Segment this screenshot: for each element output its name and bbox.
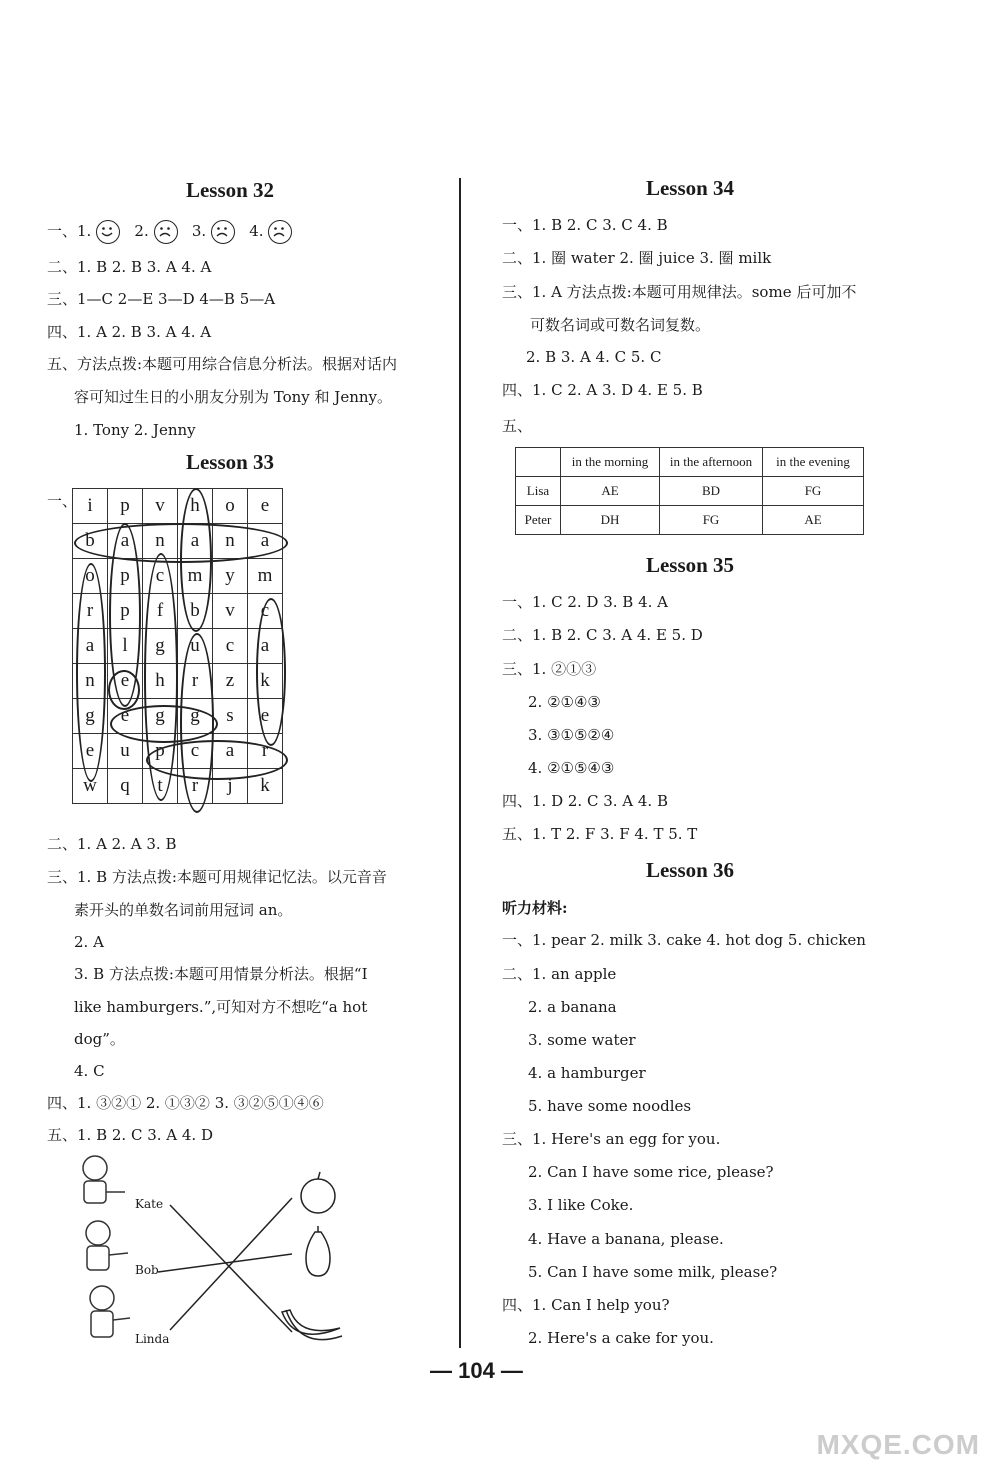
l36-q3: 三、1. Here's an egg for you. — [502, 1130, 721, 1148]
l35-q3b: 2. ②①④③ — [528, 693, 601, 711]
oval-small — [108, 670, 140, 710]
grid-cell: c — [143, 559, 178, 594]
l35-q3c: 3. ③①⑤②④ — [528, 726, 615, 744]
grid-cell: l — [108, 629, 143, 664]
grid-cell: j — [213, 769, 248, 804]
grid-cell: q — [108, 769, 143, 804]
grid-row — [73, 489, 283, 524]
grid-cell: g — [73, 699, 108, 734]
l35-q4: 四、1. D 2. C 3. A 4. B — [502, 792, 668, 810]
oval-orange-egg — [76, 563, 106, 782]
oval-egg — [110, 705, 218, 743]
l33-q3d: 3. B 方法点拨:本题可用情景分析法。根据“I — [74, 965, 368, 983]
pear-icon — [306, 1226, 330, 1276]
lesson-35-title: Lesson 35 — [645, 553, 735, 577]
table-header-cell: in the afternoon — [660, 448, 763, 477]
l34-q4: 四、1. C 2. A 3. D 4. E 5. B — [502, 381, 703, 399]
l32-q1-prefix: 一、1. — [47, 222, 92, 240]
l34-q1: 一、1. B 2. C 3. C 4. B — [502, 216, 668, 234]
lesson-32-title: Lesson 32 — [185, 178, 275, 202]
grid-cell: e — [108, 664, 143, 699]
grid-cell: u — [108, 734, 143, 769]
grid-cell: r — [248, 734, 283, 769]
grid-cell: e — [248, 699, 283, 734]
happy-face-icon — [96, 220, 120, 244]
watermark: MXQE.COM — [816, 1429, 980, 1460]
kate-figure — [83, 1156, 125, 1203]
grid-cell: m — [248, 559, 283, 594]
grid-cell: a — [178, 524, 213, 559]
grid-cell: a — [248, 629, 283, 664]
grid-cell: i — [73, 489, 108, 524]
l33-q3e: like hamburgers.”,可知对方不想吃“a hot — [74, 998, 368, 1016]
grid-cell: c — [248, 594, 283, 629]
l32-q3: 三、1—C 2—E 3—D 4—B 5—A — [47, 290, 276, 308]
grid-cell: g — [178, 699, 213, 734]
table-header-cell: in the morning — [561, 448, 660, 477]
grid-cell: a — [73, 629, 108, 664]
l36-q3d: 4. Have a banana, please. — [528, 1230, 724, 1248]
grid-cell: p — [108, 559, 143, 594]
table-header-row — [516, 448, 864, 477]
table-cell: Peter — [516, 506, 561, 535]
table-cell: BD — [660, 477, 763, 506]
table-cell: FG — [660, 506, 763, 535]
l32-q1-item2: 2. — [134, 222, 149, 240]
linda-figure — [90, 1286, 130, 1337]
l35-q5: 五、1. T 2. F 3. F 4. T 5. T — [502, 825, 698, 843]
grid-cell: b — [178, 594, 213, 629]
table-header-cell: in the evening — [763, 448, 864, 477]
grid-cell: g — [143, 699, 178, 734]
schedule-table — [515, 447, 864, 535]
oval-cake — [256, 598, 286, 746]
sad-face-icon — [154, 220, 178, 244]
l32-q4: 四、1. A 2. B 3. A 4. A — [47, 323, 212, 341]
l34-q3a: 三、1. A 方法点拨:本题可用规律法。some 后可加不 — [502, 283, 857, 301]
grid-cell: n — [73, 664, 108, 699]
table-row — [516, 506, 864, 535]
l35-q3d: 4. ②①⑤④③ — [528, 759, 615, 777]
l36-q2b: 2. a banana — [528, 998, 617, 1016]
column-divider — [459, 178, 461, 1348]
sad-face-icon — [211, 220, 235, 244]
apple-icon — [301, 1172, 335, 1213]
l34-q3b: 可数名词或可数名词复数。 — [530, 316, 711, 334]
sad-face-icon — [268, 220, 292, 244]
l32-q2: 二、1. B 2. B 3. A 4. A — [47, 258, 212, 276]
grid-cell: n — [213, 524, 248, 559]
l36-q3e: 5. Can I have some milk, please? — [528, 1263, 778, 1281]
grid-cell: b — [73, 524, 108, 559]
grid-row — [73, 559, 283, 594]
l34-q2: 二、1. 圈 water 2. 圈 juice 3. 圈 milk — [502, 249, 772, 267]
grid-cell: y — [213, 559, 248, 594]
bob-figure — [86, 1221, 128, 1270]
name-kate: Kate — [135, 1197, 164, 1211]
l35-q3: 三、1. ②①③ — [502, 660, 597, 678]
oval-hamburger — [180, 488, 212, 632]
table-header-cell — [516, 448, 561, 477]
l32-q1-item4: 4. — [249, 222, 264, 240]
l32-q5b: 容可知过生日的小朋友分别为 Tony 和 Jenny。 — [74, 388, 392, 406]
grid-cell: r — [178, 769, 213, 804]
l36-q2c: 3. some water — [528, 1031, 636, 1049]
grid-cell: a — [248, 524, 283, 559]
grid-cell: z — [213, 664, 248, 699]
grid-cell: k — [248, 664, 283, 699]
l32-q5c: 1. Tony 2. Jenny — [74, 421, 196, 439]
l36-q2: 二、1. an apple — [502, 965, 617, 983]
name-linda: Linda — [135, 1332, 170, 1346]
lesson-36-title: Lesson 36 — [645, 858, 735, 882]
l34-q3c: 2. B 3. A 4. C 5. C — [526, 348, 662, 366]
l33-q2: 二、1. A 2. A 3. B — [47, 835, 177, 853]
table-cell: AE — [561, 477, 660, 506]
grid-cell: h — [143, 664, 178, 699]
grid-cell: p — [108, 489, 143, 524]
grid-cell: w — [73, 769, 108, 804]
grid-cell: r — [178, 664, 213, 699]
grid-cell: e — [248, 489, 283, 524]
grid-cell: a — [108, 524, 143, 559]
grid-cell: m — [178, 559, 213, 594]
banana-icon — [282, 1310, 342, 1340]
l35-q2: 二、1. B 2. C 3. A 4. E 5. D — [502, 626, 703, 644]
l33-q3c: 2. A — [74, 933, 104, 951]
grid-cell: u — [178, 629, 213, 664]
grid-cell: a — [213, 734, 248, 769]
l32-q1 — [47, 220, 292, 244]
grid-cell: o — [213, 489, 248, 524]
l36-q4: 四、1. Can I help you? — [502, 1296, 670, 1314]
l36-q3c: 3. I like Coke. — [528, 1196, 634, 1214]
l32-q1-item3: 3. — [191, 222, 207, 240]
table-row — [516, 477, 864, 506]
l36-q2d: 4. a hamburger — [528, 1064, 646, 1082]
l35-q1: 一、1. C 2. D 3. B 4. A — [502, 593, 668, 611]
l33-q4: 四、1. ③②① 2. ①③② 3. ③②⑤①④⑥ — [47, 1094, 324, 1112]
grid-cell: p — [108, 594, 143, 629]
oval-pear — [146, 740, 288, 780]
grid-cell: c — [213, 629, 248, 664]
grid-cell: v — [213, 594, 248, 629]
lesson-34-title: Lesson 34 — [645, 176, 735, 200]
l33-q5: 五、1. B 2. C 3. A 4. D — [47, 1126, 213, 1144]
grid-cell: k — [248, 769, 283, 804]
grid-cell: e — [108, 699, 143, 734]
grid-cell: r — [73, 594, 108, 629]
grid-cell: c — [178, 734, 213, 769]
table-cell: AE — [763, 506, 864, 535]
grid-cell: v — [143, 489, 178, 524]
l33-q3f: dog”。 — [74, 1030, 125, 1048]
grid-cell: p — [143, 734, 178, 769]
l33-q3g: 4. C — [74, 1062, 105, 1080]
grid-cell: h — [178, 489, 213, 524]
name-bob: Bob — [135, 1263, 159, 1277]
grid-cell: n — [143, 524, 178, 559]
table-cell: FG — [763, 477, 864, 506]
table-cell: Lisa — [516, 477, 561, 506]
grid-cell: f — [143, 594, 178, 629]
l34-q5: 五、 — [502, 417, 533, 435]
grid-cell: t — [143, 769, 178, 804]
l36-q3b: 2. Can I have some rice, please? — [528, 1163, 774, 1181]
l32-q5a: 五、方法点拨:本题可用综合信息分析法。根据对话内 — [47, 355, 398, 373]
grid-cell: o — [73, 559, 108, 594]
grid-cell: e — [73, 734, 108, 769]
l36-q2e: 5. have some noodles — [528, 1097, 692, 1115]
l33-q1-prefix: 一、 — [47, 492, 78, 510]
lesson-33-title: Lesson 33 — [185, 450, 275, 474]
l33-q3b: 素开头的单数名词前用冠词 an。 — [74, 901, 293, 919]
table-cell: DH — [561, 506, 660, 535]
l33-q3a: 三、1. B 方法点拨:本题可用规律记忆法。以元音音 — [47, 868, 387, 886]
grid-cell: s — [213, 699, 248, 734]
grid-cell: g — [143, 629, 178, 664]
l36-q4b: 2. Here's a cake for you. — [528, 1329, 714, 1347]
l36-label: 听力材料: — [502, 899, 568, 917]
page-number: — 104 — — [430, 1358, 523, 1383]
l36-q1: 一、1. pear 2. milk 3. cake 4. hot dog 5. chicken — [502, 931, 866, 949]
matching-drawing — [60, 1150, 360, 1350]
